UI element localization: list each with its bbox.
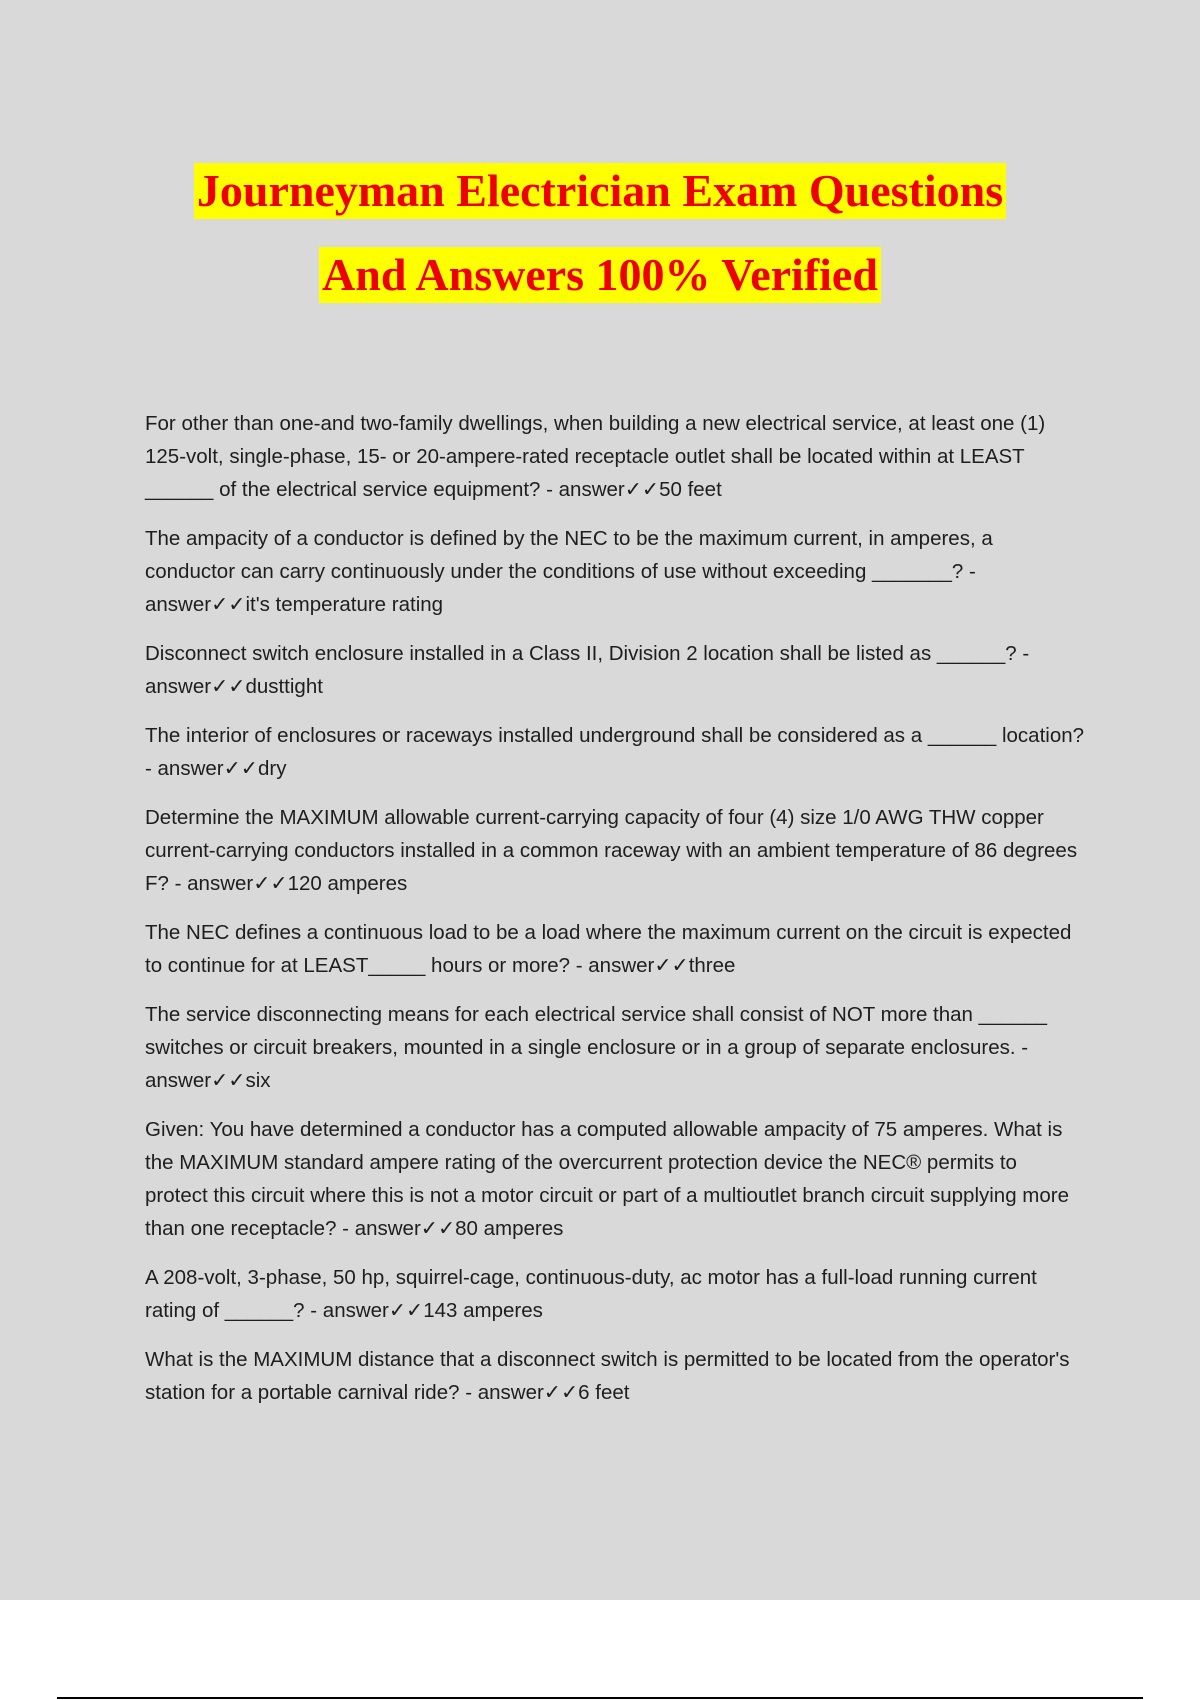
question-item-3: Disconnect switch enclosure installed in a Class II, Division 2 location shall be listed as ______? - answer✓✓dusttight <box>145 642 1030 698</box>
question-item-9: A 208-volt, 3-phase, 50 hp, squirrel-cage, continuous-duty, ac motor has a full-load running current rating of ______? - answer✓✓143 amperes <box>145 1266 1037 1322</box>
question-item-1: For other than one-and two-family dwellings, when building a new electrical service, at least one (1) 125-volt, single-phase, 15- or 20-ampere-rated receptacle outlet shall be located within at LEAST ______ of the electrical service equipment? - answer✓✓50 feet <box>145 412 1046 501</box>
question-item-4: The interior of enclosures or raceways installed underground shall be considered as a ______ location? - answer✓✓dry <box>145 724 1085 780</box>
question-item-2: The ampacity of a conductor is defined by the NEC to be the maximum current, in amperes, a conductor can carry continuously under the conditions of use without exceeding _______? - answer✓✓it's temperature rating <box>145 527 993 616</box>
question-list <box>145 407 1085 1425</box>
title-line-2: And Answers 100% Verified <box>319 247 881 303</box>
bottom-divider <box>57 1697 1143 1699</box>
question-item-6: The NEC defines a continuous load to be a load where the maximum current on the circuit is expected to continue for at LEAST_____ hours or more? - answer✓✓three <box>145 921 1072 977</box>
question-item-7: The service disconnecting means for each electrical service shall consist of NOT more than ______ switches or circuit breakers, mounted in a single enclosure or in a group of separate enclosures. - answer✓✓six <box>145 1003 1048 1092</box>
question-item-5: Determine the MAXIMUM allowable current-carrying capacity of four (4) size 1/0 AWG THW copper current-carrying conductors installed in a common raceway with an ambient temperature of 86 degrees F? - answer✓✓120 amperes <box>145 806 1078 895</box>
question-item-10: What is the MAXIMUM distance that a disconnect switch is permitted to be located from the operator's station for a portable carnival ride? - answer✓✓6 feet <box>145 1348 1070 1404</box>
question-item-8: Given: You have determined a conductor has a computed allowable ampacity of 75 amperes. What is the MAXIMUM standard ampere rating of the overcurrent protection device the NEC® permits to protect this circuit where this is not a motor circuit or part of a multioutlet branch circuit supplying more than one receptacle? - answer✓✓80 amperes <box>145 1118 1070 1240</box>
document-title <box>0 163 1200 303</box>
title-line-1: Journeyman Electrician Exam Questions <box>194 163 1006 219</box>
